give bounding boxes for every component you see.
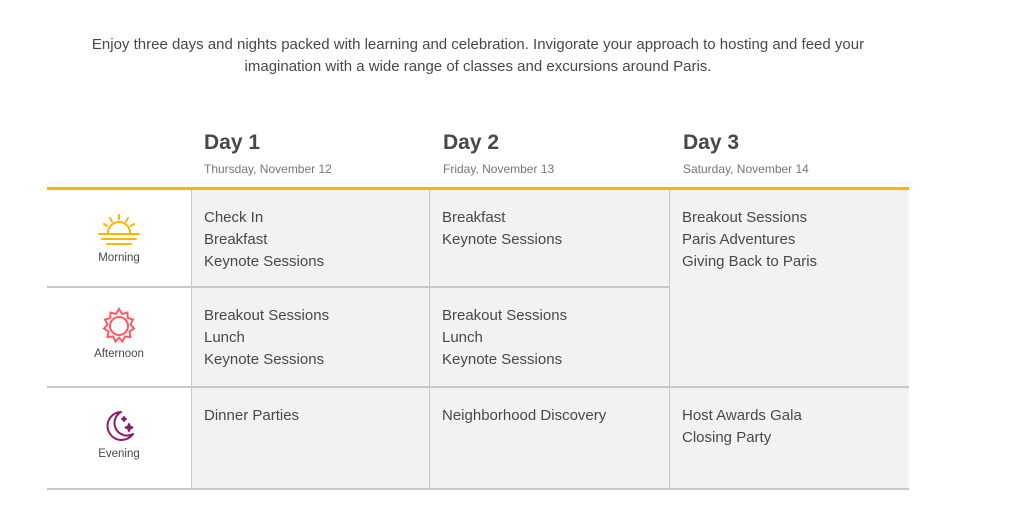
session-item: Breakfast (442, 209, 506, 226)
session-item: Closing Party (682, 429, 772, 446)
day3-daytime-cell (669, 190, 909, 388)
session-item: Lunch (204, 329, 245, 346)
session-item: Keynote Sessions (442, 351, 563, 368)
session-item: Keynote Sessions (204, 253, 325, 270)
session-item: Lunch (442, 329, 483, 346)
day2-evening-cell (429, 388, 669, 490)
intro-text (48, 34, 908, 78)
session-item: Check In (204, 209, 264, 226)
session-item: Breakout Sessions (442, 307, 568, 324)
day3-evening-cell (669, 388, 909, 490)
day-3-header (683, 130, 809, 176)
day1-afternoon-cell (191, 288, 429, 388)
moon-stars-icon (94, 406, 144, 446)
morning-label: Morning (98, 252, 140, 264)
intro-line-1: Enjoy three days and nights packed with learning and celebration. Invigorate your approach to hosting and feed your (91, 36, 865, 53)
session-item: Paris Adventures (682, 231, 796, 248)
day-2-date: Friday, November 13 (443, 162, 555, 176)
sun-icon (94, 306, 144, 346)
session-item: Keynote Sessions (204, 351, 325, 368)
day1-morning-cell (191, 190, 429, 288)
day-3-title: Day 3 (683, 131, 740, 154)
day-2-header (443, 130, 554, 176)
day1-evening-cell (191, 388, 429, 490)
session-item: Keynote Sessions (442, 231, 563, 248)
evening-label-cell (47, 388, 191, 490)
afternoon-label-cell (47, 288, 191, 388)
session-item: Giving Back to Paris (682, 253, 818, 270)
day2-afternoon-cell (429, 288, 669, 388)
session-item: Breakout Sessions (682, 209, 808, 226)
day-3-date: Saturday, November 14 (683, 162, 809, 176)
intro-line-2: imagination with a wide range of classes and excursions around Paris. (244, 58, 712, 75)
afternoon-label: Afternoon (94, 348, 144, 360)
morning-label-cell (47, 190, 191, 288)
session-item: Host Awards Gala (682, 407, 802, 424)
session-item: Dinner Parties (204, 407, 300, 424)
session-item: Breakfast (204, 231, 268, 248)
day-1-date: Thursday, November 12 (204, 162, 332, 176)
day-2-title: Day 2 (443, 131, 500, 154)
day-1-header (204, 130, 332, 176)
sunrise-icon (94, 210, 144, 250)
session-item: Neighborhood Discovery (442, 407, 607, 424)
evening-label: Evening (98, 448, 140, 460)
day-1-title: Day 1 (204, 131, 261, 154)
day2-morning-cell (429, 190, 669, 288)
session-item: Breakout Sessions (204, 307, 330, 324)
schedule-grid (47, 190, 909, 490)
